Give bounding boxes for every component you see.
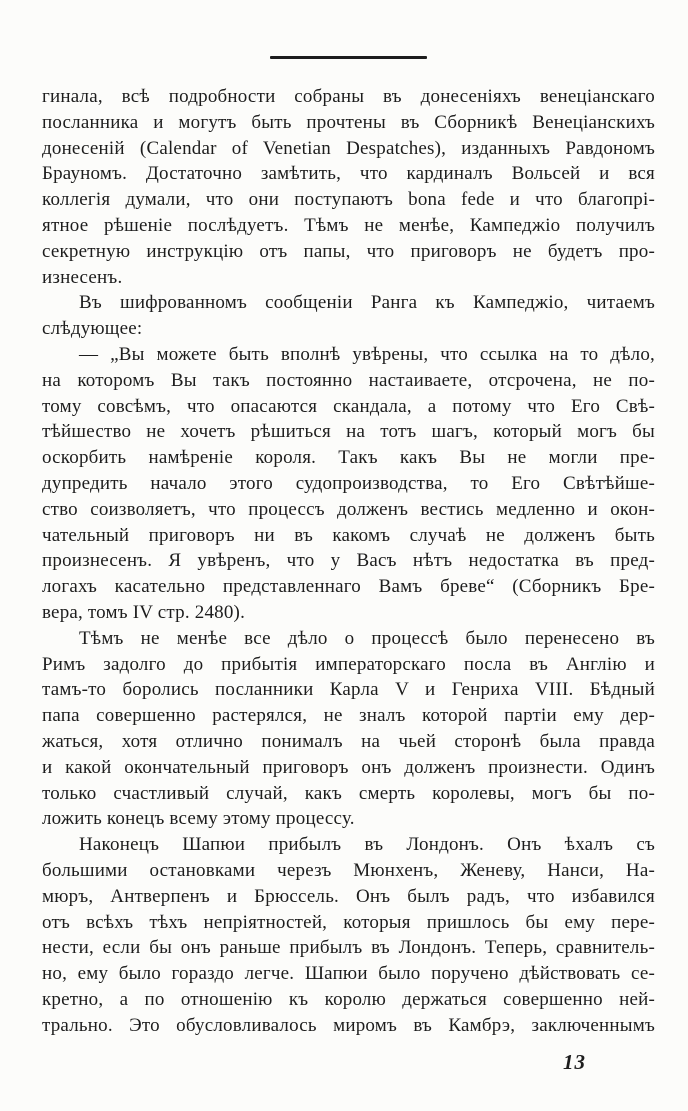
text-line: оскорбить намѣреніе короля. Такъ какъ Вы не могли пре- bbox=[42, 447, 655, 469]
text-line: чательный приговоръ ни въ какомъ случаѣ не долженъ быть bbox=[42, 524, 655, 546]
text-line: ложить конецъ всему этому процессу. bbox=[42, 808, 355, 830]
text-line: но, ему было гораздо легче. Шапюи было поручено дѣйствовать се- bbox=[42, 963, 655, 985]
page-number: 13 bbox=[563, 1050, 586, 1074]
text-line: слѣдующее: bbox=[42, 318, 143, 340]
text-line: произнесенъ. Я увѣренъ, что у Васъ нѣтъ недостатка въ пред- bbox=[42, 550, 655, 572]
text-line: трально. Это обусловливалось миромъ въ Камбрэ, заключеннымъ bbox=[42, 1014, 655, 1036]
text-line: большими остановками черезъ Мюнхенъ, Женеву, Нанси, На- bbox=[42, 859, 655, 881]
text-line: коллегія думали, что они поступаютъ bona fede и что благопрі- bbox=[42, 189, 655, 211]
text-line: Тѣмъ не менѣе все дѣло о процессѣ было перенесено въ bbox=[79, 627, 655, 649]
text-line: папа совершенно растерялся, не зналъ которой партіи ему дер- bbox=[42, 705, 655, 727]
text-line: кретно, а по отношенію къ королю держаться совершенно ней- bbox=[42, 988, 655, 1010]
text-line: Римъ задолго до прибытія императорскаго посла въ Англію и bbox=[42, 653, 655, 675]
text-line: ятное рѣшеніе послѣдуетъ. Тѣмъ не менѣе, Кампеджіо получилъ bbox=[42, 214, 655, 236]
text-line: дупредить начало этого судопроизводства, то Его Свѣтѣйше- bbox=[42, 472, 655, 494]
text-line: отъ всѣхъ тѣхъ непріятностей, которыя пришлось бы ему пере- bbox=[42, 911, 655, 933]
text-line: жаться, хотя отлично понималъ на чьей сторонѣ была правда bbox=[42, 730, 655, 752]
text-line: — „Вы можете быть вполнѣ увѣрены, что ссылка на то дѣло, bbox=[79, 343, 655, 365]
text-line: тѣйшество не хочетъ рѣшиться на тотъ шагъ, который могъ бы bbox=[42, 421, 655, 443]
text-line: изнесенъ. bbox=[42, 266, 123, 288]
text-line: логахъ касательно представленнаго Вамъ бреве“ (Сборникъ Бре- bbox=[42, 576, 655, 598]
text-line: только счастливый случай, какъ смерть королевы, могъ бы по- bbox=[42, 782, 655, 804]
text-line: ство соизволяетъ, что процессъ долженъ вестись медленно и окон- bbox=[42, 498, 655, 520]
text-line: на которомъ Вы такъ постоянно настаиваете, отсрочена, не по- bbox=[42, 369, 655, 391]
text-line: посланника и могутъ быть прочтены въ Сборникѣ Венеціанскихъ bbox=[42, 111, 655, 133]
text-line: Наконецъ Шапюи прибылъ въ Лондонъ. Онъ ѣхалъ съ bbox=[79, 834, 655, 856]
text-line: секретную инструкцію отъ папы, что приговоръ не будетъ про- bbox=[42, 240, 655, 262]
text-line: тамъ-то боролись посланники Карла V и Генриха VIII. Бѣдный bbox=[42, 679, 655, 701]
text-line: Въ шифрованномъ сообщеніи Ранга къ Кампеджіо, читаемъ bbox=[79, 292, 655, 314]
text-line: нести, если бы онъ раньше прибылъ въ Лондонъ. Теперь, сравнитель- bbox=[42, 937, 655, 959]
text-line: вера, томъ IV стр. 2480). bbox=[42, 601, 246, 623]
text-line: донесеній (Calendar of Venetian Despatches), изданныхъ Равдономъ bbox=[42, 137, 655, 159]
text-line: гинала, всѣ подробности собраны въ донесеніяхъ венеціанскаго bbox=[42, 86, 655, 107]
body-text bbox=[42, 84, 655, 1038]
text-line: Брауномъ. Достаточно замѣтить, что кардиналъ Вольсей и вся bbox=[42, 163, 655, 185]
text-line: тому совсѣмъ, что опасаются скандала, а потому что Его Свѣ- bbox=[42, 395, 655, 417]
section-divider-rule bbox=[270, 56, 427, 59]
text-line: мюръ, Антверпенъ и Брюссель. Онъ былъ радъ, что избавился bbox=[42, 885, 655, 907]
text-line: и какой окончательный приговоръ онъ долженъ произнести. Одинъ bbox=[42, 756, 655, 778]
